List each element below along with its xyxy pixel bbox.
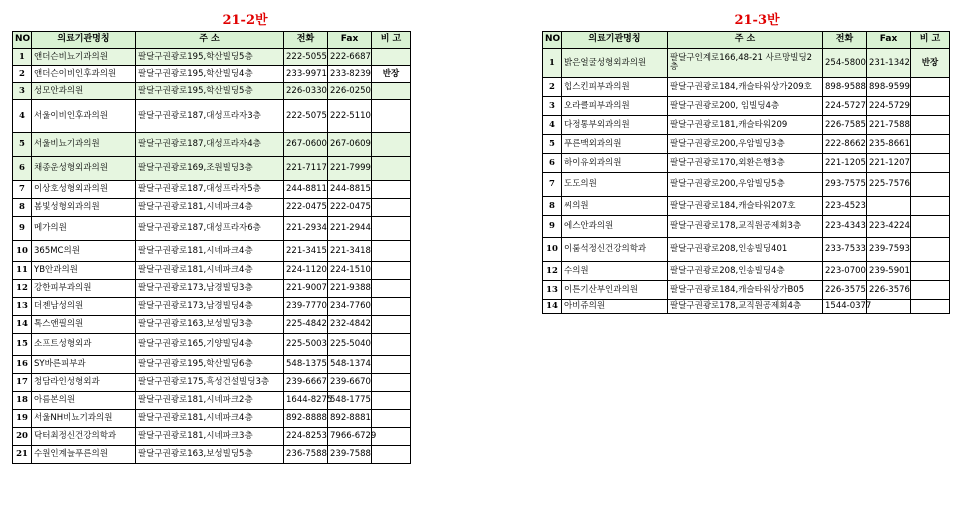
cell-fax: 224-5729 — [867, 97, 911, 116]
header-name: 의료기관명칭 — [32, 32, 136, 49]
cell-fax: 267-0609 — [328, 133, 372, 157]
cell-no: 7 — [13, 181, 32, 199]
cell-address: 팔달구권광로187,대성프라자6층 — [136, 217, 284, 241]
table-row — [543, 173, 950, 197]
cell-address: 팔달구권광로200,우암빌딩5층 — [668, 173, 823, 197]
cell-fax: 226-3576 — [867, 281, 911, 300]
cell-phone: 221-2934 — [284, 217, 328, 241]
cell-note: 반장 — [372, 66, 411, 83]
cell-fax — [867, 300, 911, 314]
header-fax: Fax — [328, 32, 372, 49]
cell-no: 7 — [543, 173, 562, 197]
cell-note — [911, 97, 950, 116]
cell-no: 6 — [543, 154, 562, 173]
cell-address: 팔달구권광로181,시네파크4층 — [136, 241, 284, 262]
cell-name: 성모안과의원 — [32, 83, 136, 100]
cell-no: 1 — [13, 49, 32, 66]
cell-no: 8 — [543, 197, 562, 216]
cell-name: 청담라인성형외과 — [32, 374, 136, 392]
cell-address: 팔달구권광로184,캐슬타워상가B05 — [668, 281, 823, 300]
cell-name: 다정통부외과의원 — [562, 116, 668, 135]
cell-name: 앤더슨이비인후과의원 — [32, 66, 136, 83]
cell-name: 힙스킨피부과의원 — [562, 78, 668, 97]
cell-no: 8 — [13, 199, 32, 217]
cell-address: 팔달구권광로208,인송빌딩401 — [668, 238, 823, 262]
cell-fax: 892-8881 — [328, 410, 372, 428]
left-roster-table — [12, 31, 411, 464]
cell-fax: 225-5040 — [328, 334, 372, 356]
cell-phone: 224-5727 — [823, 97, 867, 116]
cell-no: 2 — [543, 78, 562, 97]
cell-name: 에스안과의원 — [562, 216, 668, 238]
cell-note — [372, 133, 411, 157]
cell-address: 팔달구권광로187,대성프라자4층 — [136, 133, 284, 157]
cell-note — [911, 135, 950, 154]
cell-fax: 244-8815 — [328, 181, 372, 199]
cell-name: 아름본의원 — [32, 392, 136, 410]
cell-address: 팔달구권광로163,보성빌딩5층 — [136, 446, 284, 464]
cell-no: 17 — [13, 374, 32, 392]
cell-address: 팔달구권광로170,외환은행3층 — [668, 154, 823, 173]
table-row — [13, 410, 411, 428]
cell-phone: 223-0700 — [823, 262, 867, 281]
cell-fax: 222-0475 — [328, 199, 372, 217]
cell-address: 팔달구권광로184,캐슬타워207호 — [668, 197, 823, 216]
table-row — [543, 135, 950, 154]
cell-phone: 233-7533 — [823, 238, 867, 262]
cell-no: 12 — [13, 280, 32, 298]
cell-name: 도도의원 — [562, 173, 668, 197]
cell-address: 팔달구권광로173,남경빌딩3층 — [136, 280, 284, 298]
table-row — [543, 97, 950, 116]
cell-address: 팔달구인계로166,48-21 사르망빌딩2층 — [668, 49, 823, 78]
left-table-title: 21-2반 — [222, 13, 268, 28]
cell-address: 팔달구권광로181,시네파크3층 — [136, 428, 284, 446]
cell-fax: 234-7760 — [328, 298, 372, 316]
cell-note — [372, 49, 411, 66]
cell-fax: 222-6687 — [328, 49, 372, 66]
header-note: 비 고 — [372, 32, 411, 49]
cell-no: 12 — [543, 262, 562, 281]
cell-fax: 548-1775 — [328, 392, 372, 410]
cell-no: 19 — [13, 410, 32, 428]
cell-address: 팔달구권광로181,시네파크4층 — [136, 262, 284, 280]
table-row — [13, 262, 411, 280]
cell-name: 앤더슨비뇨기과의원 — [32, 49, 136, 66]
header-phone: 전화 — [284, 32, 328, 49]
cell-name: 더젠남성의원 — [32, 298, 136, 316]
cell-address: 팔달구권광로184,캐슬타워상가209호 — [668, 78, 823, 97]
table-row — [13, 217, 411, 241]
cell-name: 서울NH비뇨기과의원 — [32, 410, 136, 428]
cell-fax: 224-1510 — [328, 262, 372, 280]
cell-phone: 226-0330 — [284, 83, 328, 100]
cell-note — [911, 216, 950, 238]
table-row — [13, 49, 411, 66]
cell-phone: 1644-8275 — [284, 392, 328, 410]
cell-address: 팔달구권광로173,남경빌딩4층 — [136, 298, 284, 316]
cell-note — [372, 83, 411, 100]
table-row — [543, 154, 950, 173]
cell-phone: 267-0600 — [284, 133, 328, 157]
cell-fax: 548-1374 — [328, 356, 372, 374]
table-row — [13, 334, 411, 356]
table-row — [543, 262, 950, 281]
cell-address: 팔달구권광로181,시네파크4층 — [136, 199, 284, 217]
cell-fax: 232-4842 — [328, 316, 372, 334]
table-row — [543, 49, 950, 78]
table-row — [13, 428, 411, 446]
cell-no: 3 — [543, 97, 562, 116]
cell-address: 팔달구권광로181,시네파크4층 — [136, 410, 284, 428]
cell-no: 5 — [543, 135, 562, 154]
cell-name: 아비쥬의원 — [562, 300, 668, 314]
right-table-title: 21-3반 — [734, 13, 780, 28]
cell-note — [372, 262, 411, 280]
cell-name: 씨의원 — [562, 197, 668, 216]
cell-no: 6 — [13, 157, 32, 181]
cell-fax: 221-3418 — [328, 241, 372, 262]
cell-no: 21 — [13, 446, 32, 464]
cell-address: 팔달구권광로163,보성빌딩3층 — [136, 316, 284, 334]
table-header-row — [543, 32, 950, 49]
cell-fax: 233-8239 — [328, 66, 372, 83]
cell-note — [911, 173, 950, 197]
cell-name: 채종운성형외과의원 — [32, 157, 136, 181]
cell-name: 서울이비인후과의원 — [32, 100, 136, 133]
cell-address: 팔달구권광로181,캐슬타워209 — [668, 116, 823, 135]
cell-fax: 225-7576 — [867, 173, 911, 197]
cell-fax: 239-5901 — [867, 262, 911, 281]
table-row — [13, 83, 411, 100]
cell-name: 이상호성형외과의원 — [32, 181, 136, 199]
cell-note — [372, 199, 411, 217]
cell-fax: 222-5110 — [328, 100, 372, 133]
cell-phone: 224-1120 — [284, 262, 328, 280]
table-row — [13, 199, 411, 217]
cell-no: 13 — [13, 298, 32, 316]
cell-no: 10 — [13, 241, 32, 262]
table-row — [543, 238, 950, 262]
cell-phone: 239-7770 — [284, 298, 328, 316]
cell-fax: 235-8661 — [867, 135, 911, 154]
table-row — [543, 281, 950, 300]
cell-no: 16 — [13, 356, 32, 374]
table-row — [543, 216, 950, 238]
cell-no: 9 — [13, 217, 32, 241]
cell-note — [372, 241, 411, 262]
cell-address: 팔달구권광로208,인송빌딩4층 — [668, 262, 823, 281]
cell-fax: 221-9388 — [328, 280, 372, 298]
cell-phone: 548-1375 — [284, 356, 328, 374]
cell-note — [911, 281, 950, 300]
cell-no: 20 — [13, 428, 32, 446]
cell-note — [372, 157, 411, 181]
header-no: NO — [13, 32, 32, 49]
header-note: 비 고 — [911, 32, 950, 49]
right-roster-table — [542, 31, 950, 314]
cell-address: 팔달구권광로195,학산빌딩4층 — [136, 66, 284, 83]
cell-address: 팔달구권광로178,교직원공제회4층 — [668, 300, 823, 314]
cell-no: 9 — [543, 216, 562, 238]
table-row — [543, 300, 950, 314]
header-name: 의료기관명칭 — [562, 32, 668, 49]
cell-note — [911, 116, 950, 135]
cell-no: 15 — [13, 334, 32, 356]
cell-address: 팔달구권광로165,기양빌딩4층 — [136, 334, 284, 356]
table-row — [13, 280, 411, 298]
cell-phone: 222-0475 — [284, 199, 328, 217]
cell-note — [372, 298, 411, 316]
cell-phone: 226-3575 — [823, 281, 867, 300]
table-row — [13, 133, 411, 157]
table-row — [13, 446, 411, 464]
cell-no: 2 — [13, 66, 32, 83]
cell-phone: 221-3415 — [284, 241, 328, 262]
cell-note: 반장 — [911, 49, 950, 78]
cell-name: 강한피부과의원 — [32, 280, 136, 298]
cell-name: 수의원 — [562, 262, 668, 281]
cell-phone: 222-5075 — [284, 100, 328, 133]
cell-note — [372, 280, 411, 298]
cell-no: 3 — [13, 83, 32, 100]
table-row — [13, 298, 411, 316]
cell-name: 닥터최정신건강의학과 — [32, 428, 136, 446]
cell-name: 365MC의원 — [32, 241, 136, 262]
cell-phone: 892-8888 — [284, 410, 328, 428]
table-header-row — [13, 32, 411, 49]
cell-note — [372, 181, 411, 199]
header-no: NO — [543, 32, 562, 49]
cell-no: 14 — [13, 316, 32, 334]
table-row — [543, 116, 950, 135]
cell-name: 메가의원 — [32, 217, 136, 241]
cell-note — [372, 410, 411, 428]
cell-phone: 293-7575 — [823, 173, 867, 197]
cell-no: 1 — [543, 49, 562, 78]
cell-note — [372, 374, 411, 392]
cell-note — [911, 262, 950, 281]
cell-address: 팔달구권광로178,교직원공제회3층 — [668, 216, 823, 238]
cell-name: 서울비뇨기과의원 — [32, 133, 136, 157]
cell-name: 톡스앤필의원 — [32, 316, 136, 334]
header-phone: 전화 — [823, 32, 867, 49]
cell-address: 팔달구권광로169,조원빌딩3층 — [136, 157, 284, 181]
cell-no: 18 — [13, 392, 32, 410]
cell-address: 팔달구권광로175,흑성건설빌딩3층 — [136, 374, 284, 392]
cell-address: 팔달구권광로187,대성프라자3층 — [136, 100, 284, 133]
cell-address: 팔달구권광로200,우암빌딩3층 — [668, 135, 823, 154]
cell-address: 팔달구권광로195,학산빌딩5층 — [136, 83, 284, 100]
cell-note — [911, 154, 950, 173]
cell-name: 수원인계늘푸른의원 — [32, 446, 136, 464]
cell-fax — [867, 197, 911, 216]
table-row — [543, 197, 950, 216]
cell-no: 11 — [13, 262, 32, 280]
cell-fax: 239-7588 — [328, 446, 372, 464]
cell-address: 팔달구권광로181,시네파크2층 — [136, 392, 284, 410]
cell-name: 오라클피부과의원 — [562, 97, 668, 116]
cell-note — [911, 78, 950, 97]
cell-phone: 226-7585 — [823, 116, 867, 135]
table-row — [13, 356, 411, 374]
cell-note — [911, 197, 950, 216]
cell-name: 봄빛성형외과의원 — [32, 199, 136, 217]
cell-note — [372, 217, 411, 241]
cell-note — [372, 392, 411, 410]
cell-note — [372, 334, 411, 356]
cell-phone: 224-8253 — [284, 428, 328, 446]
cell-fax: 226-0250 — [328, 83, 372, 100]
cell-fax: 898-9599 — [867, 78, 911, 97]
cell-phone: 225-5003 — [284, 334, 328, 356]
cell-name: 소프트성형외과 — [32, 334, 136, 356]
cell-name: 하이유외과의원 — [562, 154, 668, 173]
cell-name: YB안과의원 — [32, 262, 136, 280]
header-address: 주 소 — [668, 32, 823, 49]
cell-fax: 239-6670 — [328, 374, 372, 392]
cell-name: 이룸석정신건강의학과 — [562, 238, 668, 262]
cell-note — [911, 238, 950, 262]
cell-note — [372, 446, 411, 464]
cell-fax: 7966-6729 — [328, 428, 372, 446]
cell-address: 팔달구권광로195,학산빌딩5층 — [136, 49, 284, 66]
cell-no: 5 — [13, 133, 32, 157]
cell-phone: 222-8662 — [823, 135, 867, 154]
cell-note — [372, 316, 411, 334]
cell-phone: 221-9007 — [284, 280, 328, 298]
table-row — [13, 241, 411, 262]
cell-fax: 231-1342 — [867, 49, 911, 78]
cell-phone: 244-8811 — [284, 181, 328, 199]
table-row — [13, 66, 411, 83]
cell-phone: 1544-0377 — [823, 300, 867, 314]
cell-phone: 225-4842 — [284, 316, 328, 334]
header-address: 주 소 — [136, 32, 284, 49]
cell-fax: 221-1207 — [867, 154, 911, 173]
table-row — [13, 181, 411, 199]
cell-name: 밝은얼굴성형외과의원 — [562, 49, 668, 78]
cell-address: 팔달구권광로200, 임빌딩4층 — [668, 97, 823, 116]
cell-note — [911, 300, 950, 314]
table-row — [13, 100, 411, 133]
cell-note — [372, 100, 411, 133]
header-fax: Fax — [867, 32, 911, 49]
cell-phone: 254-5800 — [823, 49, 867, 78]
cell-address: 팔달구권광로187,대성프라자5층 — [136, 181, 284, 199]
cell-name: 푸른맥외과의원 — [562, 135, 668, 154]
cell-no: 13 — [543, 281, 562, 300]
cell-name: SY바른피부과 — [32, 356, 136, 374]
cell-address: 팔달구권광로195,학산빌딩6층 — [136, 356, 284, 374]
cell-note — [372, 428, 411, 446]
cell-fax: 221-7999 — [328, 157, 372, 181]
cell-phone: 221-1205 — [823, 154, 867, 173]
cell-phone: 222-5055 — [284, 49, 328, 66]
cell-phone: 223-4343 — [823, 216, 867, 238]
cell-no: 10 — [543, 238, 562, 262]
cell-phone: 236-7588 — [284, 446, 328, 464]
cell-fax: 223-4224 — [867, 216, 911, 238]
table-row — [543, 78, 950, 97]
cell-no: 14 — [543, 300, 562, 314]
table-row — [13, 392, 411, 410]
cell-phone: 898-9588 — [823, 78, 867, 97]
cell-phone: 221-7117 — [284, 157, 328, 181]
cell-fax: 221-2944 — [328, 217, 372, 241]
cell-phone: 239-6667 — [284, 374, 328, 392]
cell-no: 4 — [13, 100, 32, 133]
cell-phone: 233-9971 — [284, 66, 328, 83]
cell-fax: 221-7588 — [867, 116, 911, 135]
table-row — [13, 157, 411, 181]
cell-fax: 239-7593 — [867, 238, 911, 262]
cell-name: 이튼기산부인과의원 — [562, 281, 668, 300]
table-row — [13, 374, 411, 392]
cell-note — [372, 356, 411, 374]
cell-phone: 223-4523 — [823, 197, 867, 216]
table-row — [13, 316, 411, 334]
cell-no: 4 — [543, 116, 562, 135]
